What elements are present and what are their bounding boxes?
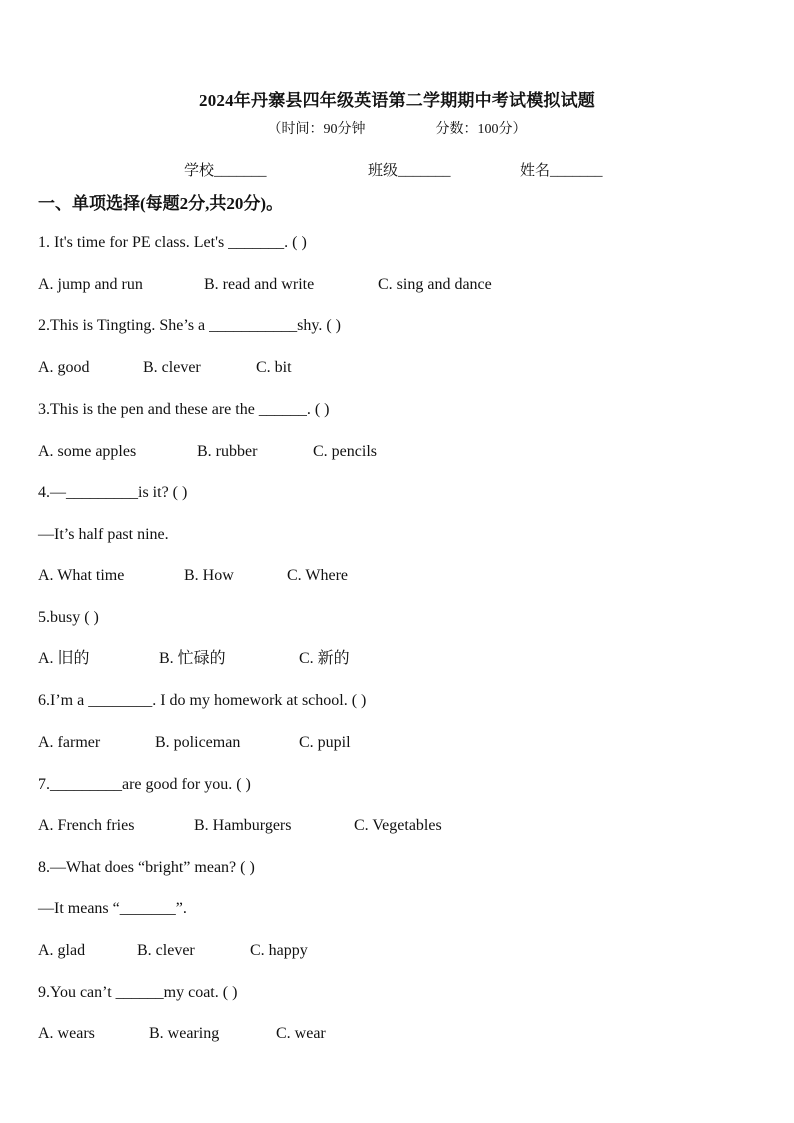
answer-options — [38, 275, 492, 294]
option-c: C. Where — [287, 567, 349, 584]
option-a: A. jump and run — [38, 276, 143, 293]
option-c: C. Vegetables — [354, 817, 442, 834]
option-b: B. rubber — [197, 443, 258, 460]
question-reply: —It’s half past nine. — [38, 526, 169, 543]
section-heading: 一、单项选择(每题2分,共20分)。 — [38, 194, 284, 213]
option-a: A. French fries — [38, 817, 135, 834]
option-b: B. policeman — [155, 734, 241, 751]
option-a: A. wears — [38, 1025, 95, 1042]
class-field: 班级_______ — [368, 163, 451, 179]
option-a: A. some apples — [38, 443, 137, 460]
question-stem: 7._________are good for you. ( ) — [38, 776, 251, 793]
option-b: B. How — [184, 567, 234, 584]
answer-options — [38, 358, 292, 377]
option-c: C. wear — [276, 1025, 326, 1042]
option-b: B. wearing — [149, 1025, 220, 1042]
question-stem: 6.I’m a ________. I do my homework at school. ( ) — [38, 692, 367, 709]
question-stem: 2.This is Tingting. She’s a ___________shy. ( ) — [38, 317, 341, 334]
option-a: A. What time — [38, 567, 125, 584]
exam-time-and-score: （时间：90分钟 分数：100分） — [267, 122, 527, 137]
name-field: 姓名_______ — [520, 163, 603, 179]
page-title: 2024年丹寨县四年级英语第二学期期中考试模拟试题 — [199, 91, 595, 110]
option-c: C. pencils — [313, 443, 377, 460]
school-field: 学校_______ — [184, 163, 267, 179]
question-stem: 4.—_________is it? ( ) — [38, 484, 188, 501]
option-c: C. happy — [250, 942, 308, 959]
answer-options — [38, 733, 351, 752]
option-a: A. 旧的 — [38, 650, 90, 667]
option-b: B. clever — [137, 942, 195, 959]
question-stem: 5.busy ( ) — [38, 609, 99, 626]
option-b: B. clever — [143, 359, 201, 376]
option-b: B. 忙碌的 — [159, 650, 226, 667]
option-a: A. glad — [38, 942, 86, 959]
option-c: C. bit — [256, 359, 292, 376]
option-b: B. read and write — [204, 276, 315, 293]
option-a: A. good — [38, 359, 90, 376]
question-stem: 3.This is the pen and these are the ______. ( ) — [38, 401, 330, 418]
question-stem: 1. It's time for PE class. Let's _______. ( ) — [38, 234, 307, 251]
answer-options — [38, 816, 442, 835]
answer-options — [38, 941, 308, 960]
question-reply: —It means “_______”. — [38, 900, 187, 917]
answer-options — [38, 442, 377, 461]
option-c: C. 新的 — [299, 650, 350, 667]
option-b: B. Hamburgers — [194, 817, 292, 834]
answer-options — [38, 1024, 326, 1043]
question-stem: 8.—What does “bright” mean? ( ) — [38, 859, 255, 876]
option-c: C. sing and dance — [378, 276, 492, 293]
answer-options — [38, 649, 350, 668]
answer-options — [38, 566, 348, 585]
option-a: A. farmer — [38, 734, 101, 751]
option-c: C. pupil — [299, 734, 351, 751]
question-stem: 9.You can’t ______my coat. ( ) — [38, 984, 238, 1001]
